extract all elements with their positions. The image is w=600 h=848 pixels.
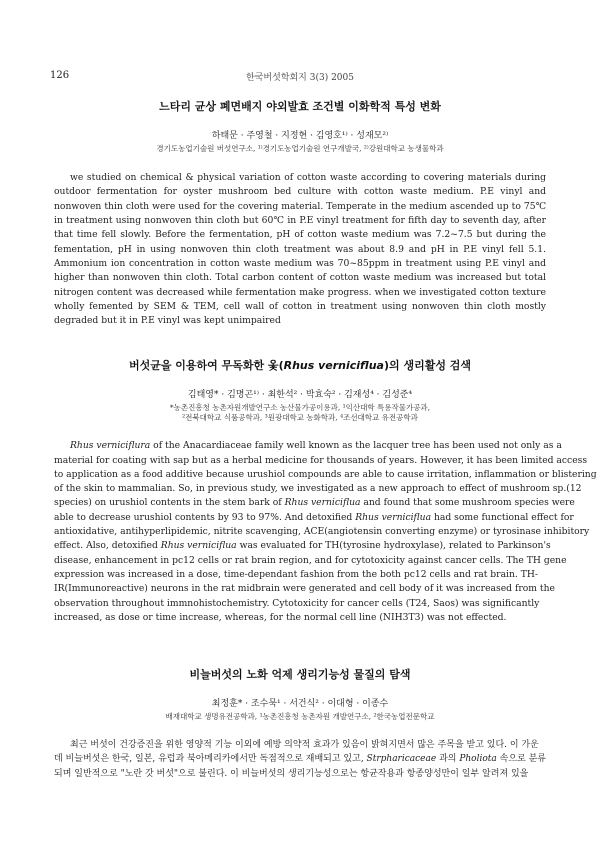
body-line: antioxidative, antihyperlipidemic, nitrite scavenging, ACE(angiotensin converting enzyme) or tyrosinase inhibitory <box>54 526 590 538</box>
body-line: able to decrease urushiol contents by 93 to 97%. And detoxified Rhus verniciflua had some functional effect for <box>54 511 574 523</box>
abstract-title <box>54 357 546 373</box>
journal-info: 한국버섯학회지 3(3) 2005 <box>246 73 354 83</box>
abstract-title: 비늘버섯의 노화 억제 생리기능성 물질의 탐색 <box>189 668 411 681</box>
body-line: Rhus verniciflura of the Anacardiaceae family well known as the lacquer tree has been used not only as a <box>70 440 562 452</box>
abstract-body <box>54 439 597 625</box>
abstract-body <box>54 738 546 781</box>
title-part: 버섯균을 이용하여 무독화한 옻( <box>128 359 284 372</box>
affiliation-line: *농촌진흥청 농촌자원개발연구소 농산물가공이용과, ¹익산대학 특용작물가공과, <box>169 403 431 412</box>
body-line: increased, as dose or time increase, whereas, for the normal cell line (NIH3T3) was not effected. <box>54 611 507 623</box>
body-line <box>54 752 546 766</box>
abstract-paragraph: we studied on chemical & physical variation of cotton waste according to covering materials during outdoor fermentation for oyster mushroom bed culture with cotton waste medium. P.E vinyl and nonwoven thin cloth were used for the covering material. Temperate in the medium ascended up to 75℃ in treatment using nonwoven thin cloth but 60℃ in P.E vinyl treatment for fifth day to seventh day, after that time fell slowly. Before the fermentation, pH of cotton waste medium was 7.2~7.5 but during the fementation, pH in using nonwoven thin cloth treatment was about 8.9 and pH in P.E vinyl fell 5.1. Ammonium ion concentration in cotton waste medium was 70~85ppm in treatment using P.E vinyl and higher than nonwoven thin cloth. Total carbon content of cotton waste medium was increased but total nitrogen content was decreased while fermentation make progress. when we investigated cotton texture wholly femented by SEM & TEM, cell wall of cotton in treatment using nonwoven thin cloth mostly degraded but it in P.E vinyl was kept unimpaired <box>54 172 546 327</box>
title-part: )의 생리활성 검색 <box>383 359 472 372</box>
body-line: IR(Immunoreactive) neurons in the rat midbrain were generated and cell body of it was increased from the <box>54 583 555 595</box>
abstract-authors: 최정훈* · 조수묵¹ · 서건식² · 이대형 · 이종수 <box>211 699 389 709</box>
body-line: effect. Also, detoxified Rhus verniciflua was evaluated for TH(tyrosine hydroxylase), related to Parkinson's <box>54 540 551 552</box>
body-line: to application as a food additive because urushiol compounds are able to cause irritation, inflammation or blistering <box>54 468 597 480</box>
body-line: 최근 버섯이 건강증진을 위한 영양적 기능 이외에 예방 의약적 효과가 있음이 밝혀지면서 많은 주목을 받고 있다. 이 가운 <box>70 740 539 751</box>
body-line: disease, enhancement in pc12 cells or rat brain region, and for cytotoxicity against cancer cells. The TH gene <box>54 554 567 566</box>
body-line: species) on urushiol contents in the stem bark of Rhus verniciflua and found that some mushroom species were <box>54 497 575 509</box>
body-line: observation throughout immnohistochemistry. Cytotoxicity for cancer cells (T24, Saos) was significantly <box>54 597 540 609</box>
text-run: 데 비늘버섯은 한국, 일본, 유럽과 북아메리카에서만 독점적으로 재배되고 있고, <box>54 754 367 765</box>
abstract-pholiota <box>54 666 546 781</box>
page-number: 126 <box>50 70 70 81</box>
abstract-authors: 하태문 · 주영철 · 지정현 · 김영호¹⁾ · 성재모²⁾ <box>211 131 389 141</box>
body-line: 되며 일반적으로 "노란 갓 버섯"으로 불린다. 이 비늘버섯의 생리기능성으로는 항균작용과 항종양성만이 일부 알려져 있을 <box>54 768 529 779</box>
text-run: 과의 <box>436 754 460 765</box>
latin-name: Pholiota <box>459 754 497 765</box>
abstract-body <box>54 171 546 328</box>
abstract-affiliation <box>54 403 546 423</box>
abstract-affiliation: 배재대학교 생명유전공학과, ¹농촌진흥청 농촌자원 개발연구소, ²한국농업전문학교 <box>165 712 435 721</box>
abstract-oyster-mushroom <box>54 98 546 328</box>
abstract-title: 느타리 균상 폐면배지 야외발효 조건별 이화학적 특성 변화 <box>159 100 441 113</box>
title-latin-name: Rhus verniciflua <box>283 359 384 372</box>
affiliation-line: ²전북대학교 식품공학과, ³원광대학교 농화학과, ⁴조선대학교 유전공학과 <box>182 413 418 423</box>
body-line: expression was increased in a dose, time-dependant fashion from the both pc12 cells and rat brain. TH- <box>54 568 538 580</box>
text-run: 속으로 분류 <box>496 754 546 765</box>
abstract-rhus-verniciflua <box>54 357 597 625</box>
latin-name: Strpharicaceae <box>366 754 437 765</box>
abstract-authors: 김태영* · 김명곤¹⁾ · 최한석² · 박효숙² · 김재성⁴ · 김성준⁴ <box>187 390 413 400</box>
body-line: material for coating with sap but as a herbal medicine for thousands of years. However, it has been limited access <box>54 454 588 466</box>
body-line: of the skin to mammalian. So, in previous study, we investigated as a new approach to effect of mushroom sp.(12 <box>54 483 582 495</box>
abstract-affiliation: 경기도농업기술원 버섯연구소, ¹⁾경기도농업기술원 연구개발국, ²⁾강원대학교 농생물학과 <box>156 144 444 153</box>
